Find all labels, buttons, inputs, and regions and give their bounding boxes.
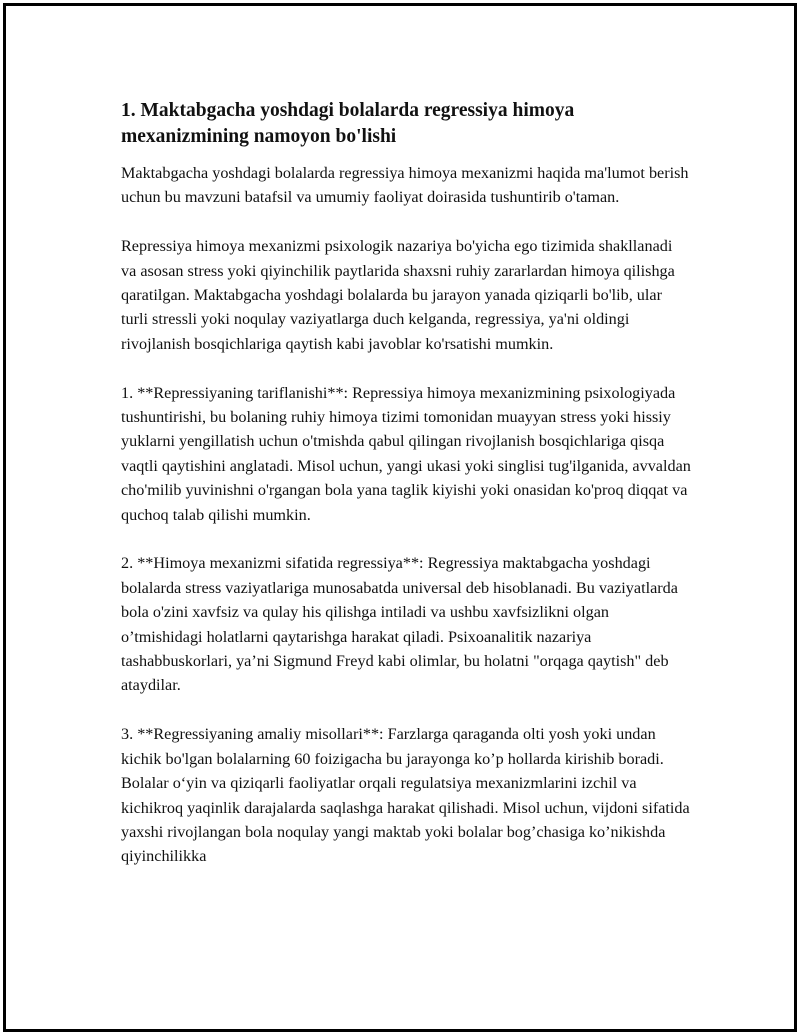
document-page: [3, 3, 797, 1032]
point-1-paragraph: 1. **Repressiyaning tariflanishi**: Repressiya himoya mexanizmining psixologiyada tushuntirishi, bu bolaning ruhiy himoya tizimi tomonidan muayyan stress yoki hissiy yuklarni yengillatish uchun o'tmishda qabul qilingan rivojlanish bosqichlariga qisqa vaqtli qaytishini anglatadi. Misol uchun, yangi ukasi yoki singlisi tug'ilganida, avvaldan cho'milib yuvinishni o'rgangan bola yana taglik kiyishi yoki onasidan ko'proq diqqat va quchoq talab qilishi mumkin.: [121, 383, 695, 524]
point-3-paragraph: 3. **Regressiyaning amaliy misollari**: Farzlarga qaraganda olti yosh yoki undan kichik bo'lgan bolalarning 60 foizigacha bu jarayonga ko’p hollarda kirishib boradi. Bolalar o‘yin va qiziqarli faoliyatlar orqali regulatsiya mexanizmlarini izchil va kichikroq yaqinlik darajalarda saqlashga harakat qilishadi. Misol uchun, vijdoni sifatida yaxshi rivojlangan bola noqulay yangi maktab yoki bolalar bog’chasiga ko’nikishda qiyinchilikka: [121, 725, 694, 866]
point-2-paragraph: 2. **Himoya mexanizmi sifatida regressiya**: Regressiya maktabgacha yoshdagi bolalarda stress vaziyatlariga munosabatda universal deb hisoblanadi. Bu vaziyatlarda bola o'zini xavfsiz va qulay his qilishga intiladi va ushbu xavfsizlikni olgan o’tmishidagi holatlarni qaytarishga harakat qiladi. Psixoanalitik nazariya tashabbuskorlari, ya’ni Sigmund Freyd kabi olimlar, bu holatni "orqaga qaytish" deb ataydilar.: [121, 554, 682, 695]
intro-paragraph: Maktabgacha yoshdagi bolalarda regressiya himoya mexanizmi haqida ma'lumot berish uchun bu mavzuni batafsil va umumiy faoliyat doirasida tushuntirib o'taman.: [121, 164, 693, 207]
section-heading: 1. Maktabgacha yoshdagi bolalarda regressiya himoya mexanizmining namoyon bo'lishi: [121, 100, 575, 147]
repression-overview-paragraph: Repressiya himoya mexanizmi psixologik nazariya bo'yicha ego tizimida shakllanadi va asosan stress yoki qiyinchilik paytlarida shaxsni ruhiy zararlardan himoya qilishga qaratilgan. Maktabgacha yoshdagi bolalarda bu jarayon yanada qiziqarli bo'lib, ular turli stressli yoki noqulay vaziyatlarga duch kelganda, regressiya, ya'ni oldingi rivojlanish bosqichlariga qaytish kabi javoblar ko'rsatishi mumkin.: [121, 237, 679, 353]
document-body: [121, 98, 695, 869]
